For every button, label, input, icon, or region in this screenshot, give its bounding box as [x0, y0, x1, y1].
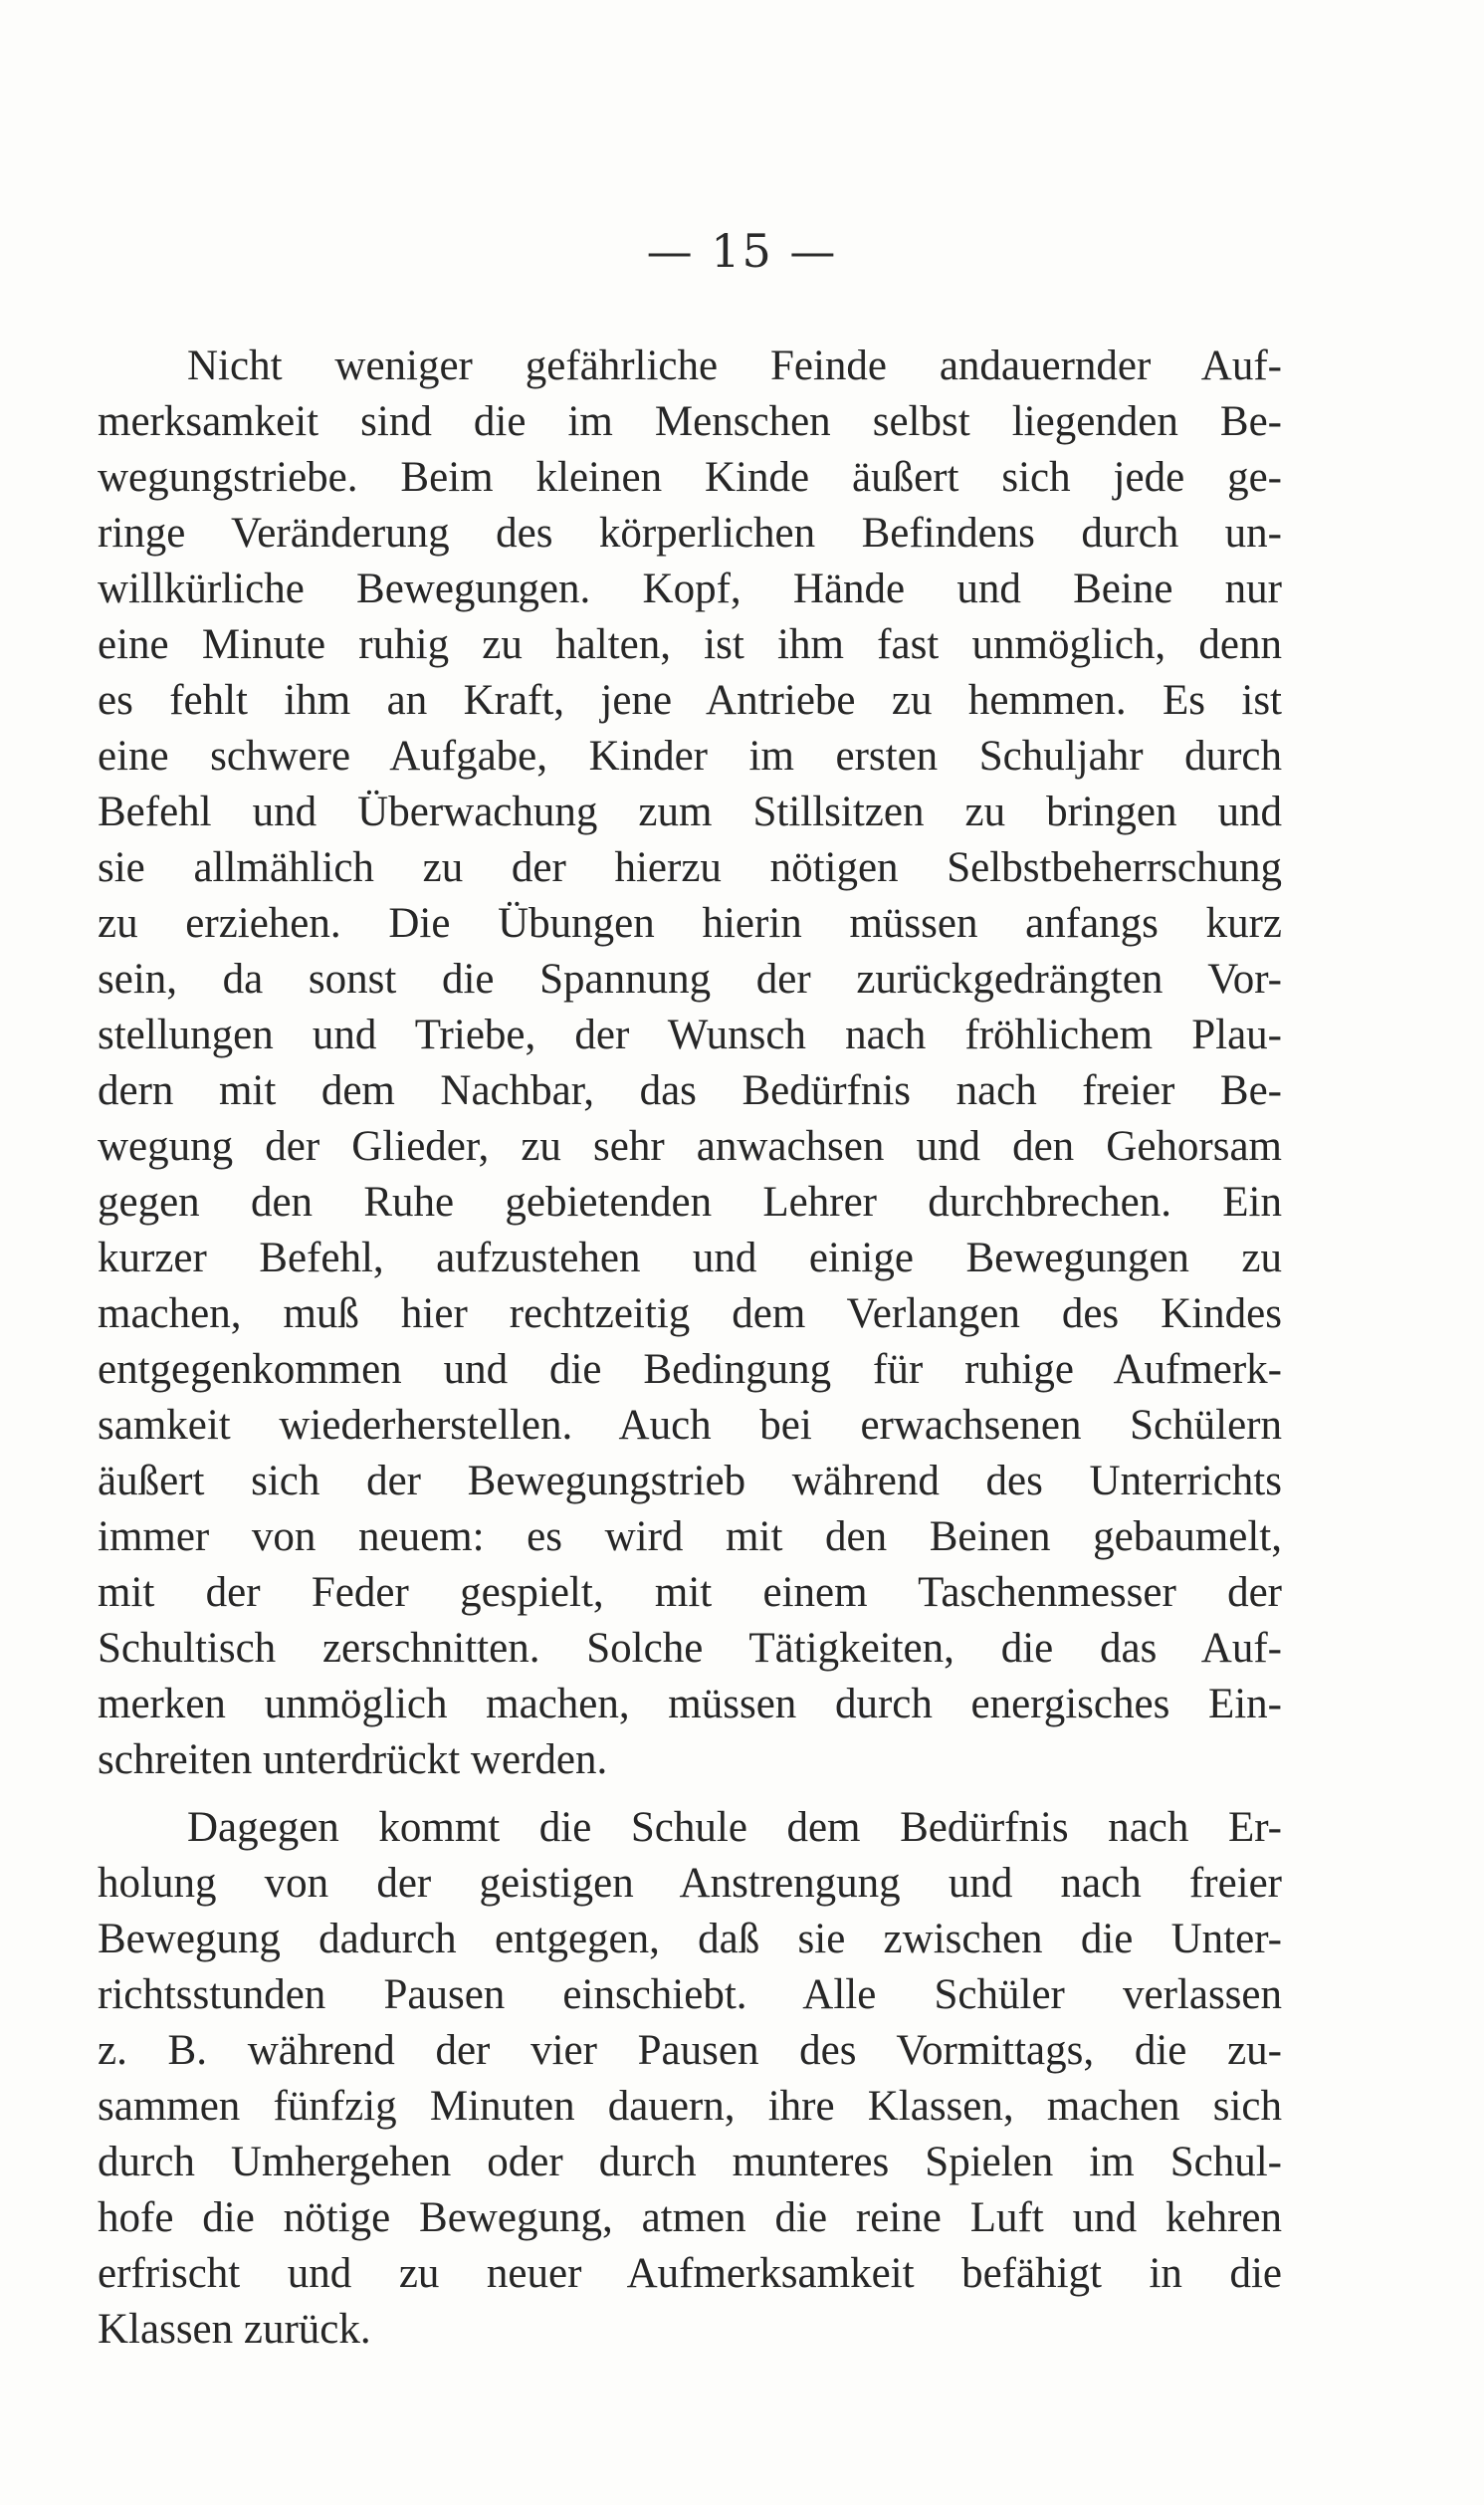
- text-line: Befehl und Überwachung zum Stillsitzen zu bringen und: [98, 789, 1282, 835]
- text-line: Nicht weniger gefährliche Feinde andauernder Auf-: [187, 342, 1282, 389]
- text-line: wegungstriebe. Beim kleinen Kinde äußert sich jede ge-: [98, 454, 1282, 501]
- text-line: wegung der Glieder, zu sehr anwachsen und den Gehorsam: [98, 1123, 1282, 1170]
- page-number: — 15 —: [646, 224, 838, 278]
- text-line: dern mit dem Nachbar, das Bedürfnis nach freier Be-: [98, 1067, 1282, 1114]
- text-line: Schultisch zerschnitten. Solche Tätigkeiten, die das Auf-: [98, 1625, 1282, 1672]
- text-line: eine schwere Aufgabe, Kinder im ersten Schuljahr durch: [98, 733, 1282, 780]
- text-line: richtsstunden Pausen einschiebt. Alle Schüler verlassen: [98, 1971, 1282, 2018]
- text-line: Klassen zurück.: [98, 2306, 371, 2353]
- text-line: merksamkeit sind die im Menschen selbst liegenden Be-: [98, 398, 1282, 445]
- text-line: es fehlt ihm an Kraft, jene Antriebe zu hemmen. Es ist: [98, 677, 1282, 724]
- text-line: samkeit wiederherstellen. Auch bei erwachsenen Schülern: [98, 1402, 1282, 1449]
- text-line: z. B. während der vier Pausen des Vormittags, die zu-: [98, 2027, 1282, 2074]
- text-line: eine Minute ruhig zu halten, ist ihm fast unmöglich, denn: [98, 621, 1282, 668]
- paragraph-1: [98, 339, 1282, 1788]
- text-line: sie allmählich zu der hierzu nötigen Selbstbeherrschung: [98, 844, 1282, 891]
- text-line: äußert sich der Bewegungstrieb während des Unterrichts: [98, 1458, 1282, 1504]
- text-line: holung von der geistigen Anstrengung und nach freier: [98, 1860, 1282, 1907]
- text-line: ringe Veränderung des körperlichen Befindens durch un-: [98, 510, 1282, 557]
- paragraph-spacer: [98, 1788, 1282, 1800]
- text-line: entgegenkommen und die Bedingung für ruhige Aufmerk-: [98, 1346, 1282, 1393]
- body-text: [98, 339, 1282, 2358]
- text-line: stellungen und Triebe, der Wunsch nach fröhlichem Plau-: [98, 1012, 1282, 1058]
- text-line: willkürliche Bewegungen. Kopf, Hände und Beine nur: [98, 566, 1282, 612]
- text-line: merken unmöglich machen, müssen durch energisches Ein-: [98, 1681, 1282, 1727]
- text-line: kurzer Befehl, aufzustehen und einige Bewegungen zu: [98, 1235, 1282, 1281]
- paragraph-2: [98, 1800, 1282, 2358]
- text-line: machen, muß hier rechtzeitig dem Verlangen des Kindes: [98, 1290, 1282, 1337]
- text-line: hofe die nötige Bewegung, atmen die reine Luft und kehren: [98, 2194, 1282, 2241]
- text-line: durch Umhergehen oder durch munteres Spielen im Schul-: [98, 2139, 1282, 2185]
- text-line: gegen den Ruhe gebietenden Lehrer durchbrechen. Ein: [98, 1179, 1282, 1226]
- text-line: erfrischt und zu neuer Aufmerksamkeit befähigt in die: [98, 2250, 1282, 2297]
- text-line: mit der Feder gespielt, mit einem Taschenmesser der: [98, 1569, 1282, 1616]
- text-line: Dagegen kommt die Schule dem Bedürfnis nach Er-: [187, 1804, 1282, 1851]
- text-line: schreiten unterdrückt werden.: [98, 1736, 608, 1783]
- text-line: Bewegung dadurch entgegen, daß sie zwischen die Unter-: [98, 1916, 1282, 1962]
- text-line: immer von neuem: es wird mit den Beinen gebaumelt,: [98, 1513, 1282, 1560]
- text-line: sammen fünfzig Minuten dauern, ihre Klassen, machen sich: [98, 2083, 1282, 2130]
- text-line: zu erziehen. Die Übungen hierin müssen anfangs kurz: [98, 900, 1282, 947]
- text-line: sein, da sonst die Spannung der zurückgedrängten Vor-: [98, 956, 1282, 1003]
